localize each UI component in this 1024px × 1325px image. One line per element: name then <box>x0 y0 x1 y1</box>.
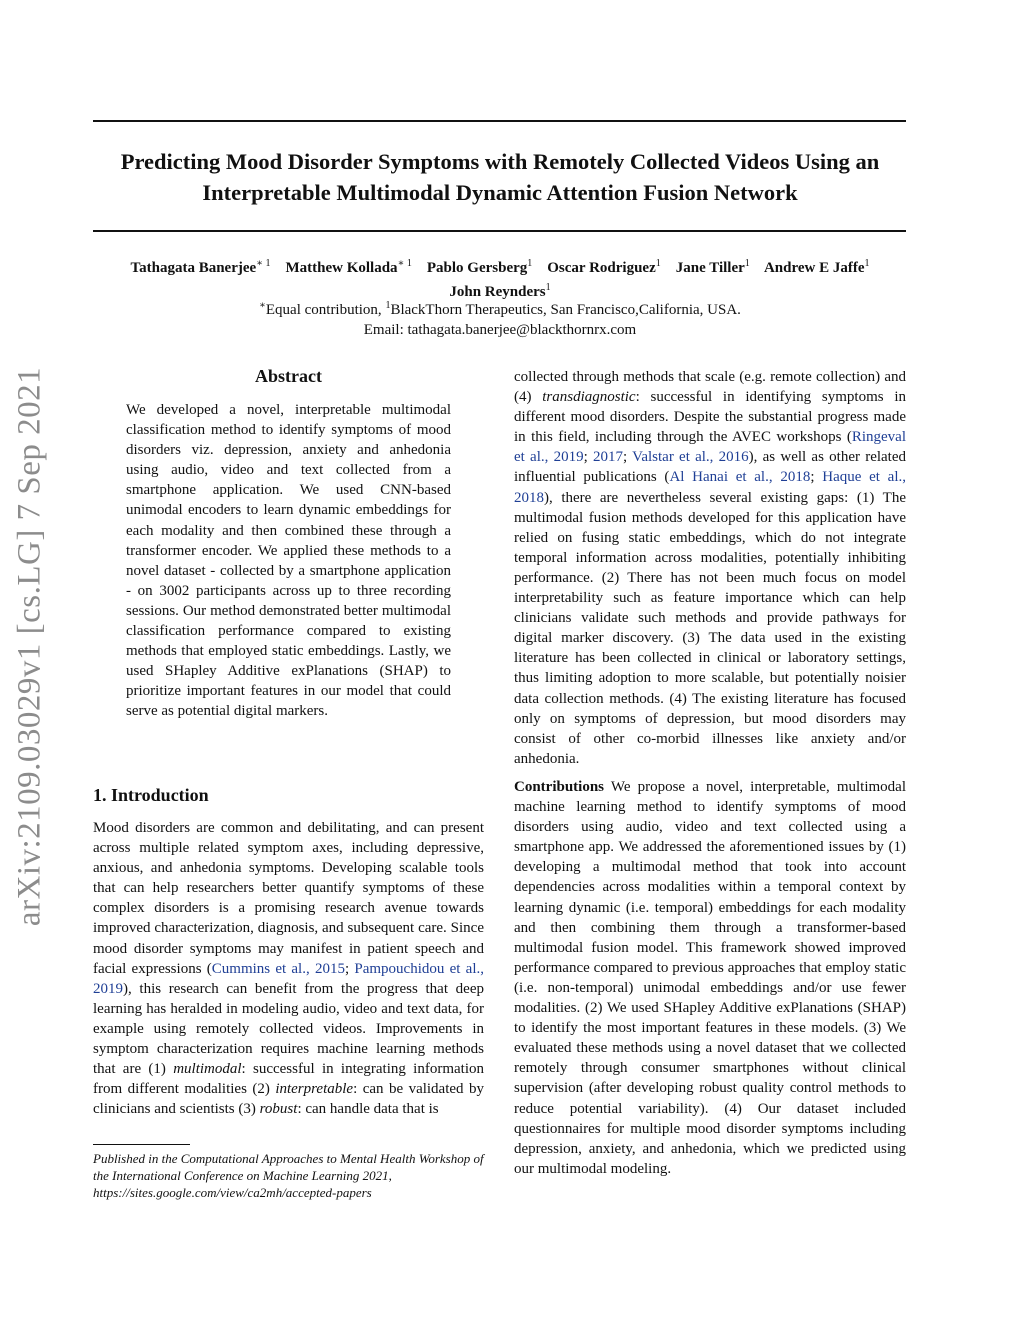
citation-link[interactable]: Al Hanai et al., 2018 <box>669 469 811 486</box>
title-line-1: Predicting Mood Disorder Symptoms with Remotely Collected Videos Using an <box>120 149 880 174</box>
paper-title <box>60 146 940 208</box>
abstract-heading: Abstract <box>255 366 322 386</box>
citation-link[interactable]: Cummins et al., 2015 <box>211 960 345 977</box>
author: Jane Tiller$^1$ <box>675 258 750 276</box>
title-line-2: Interpretable Multimodal Dynamic Attention Fusion Network <box>202 180 798 205</box>
title-top-rule <box>93 120 906 122</box>
contributions-paragraph: Contributions We propose a novel, interpretable, multimodal machine learning method to identify symptoms of mood disorders using audio, video and text collected using a smartphone app. We addressed the aforementioned issues by (1) developing a multimodal method that took into account dependencies across modalities within a temporal context by learning dynamic (i.e. temporal) embeddings for each modality and then combining them through a transformer-based multimodal fusion model. This framework showed improved performance compared to previous approaches that employ static (i.e. non-temporal) unimodal embeddings and/or use fewer modalities. (2) We used SHapley Additive exPlanations (SHAP) to identify the most important features in these models. (3) We evaluated these methods using a novel dataset that we collected remotely through consumer smartphones without clinical supervision (after developing robust quality control methods to reduce potential variability). (4) Our dataset included questionnaires for multiple mood disorder symptoms including depression, anxiety, and anhedonia, which we predicted using our multimodal modeling. <box>514 779 906 1177</box>
citation-link[interactable]: Ringeval et al., 2019 <box>514 429 906 466</box>
citation-link[interactable]: 2017 <box>593 449 624 466</box>
citation-link[interactable]: Haque et al., 2018 <box>514 469 906 506</box>
author: John Reynders$^1$ <box>449 282 551 300</box>
author: Pablo Gersberg$^1$ <box>426 258 533 276</box>
author-list <box>60 254 940 302</box>
author: Oscar Rodriguez$^1$ <box>547 258 661 276</box>
title-bottom-rule <box>93 230 906 232</box>
citation-link[interactable]: Pampouchidou et al., 2019 <box>93 960 484 997</box>
intro-paragraph: Mood disorders are common and debilitating, and can present across multiple related symptom axes, including depressive, anxious, and anhedonia symptoms. Developing scalable tools that can help researchers better quantify symptoms of these complex disorders is a promising research avenue towards improved characterization, diagnosis, and subsequent care. Since mood disorder symptoms may manifest in patient speech and facial expressions (Cummins et al., 2015; Pampouchidou et al., 2019), this research can benefit from the progress that deep learning has heralded in modeling audio, video and text data, for example using remotely collected videos. Improvements in symptom characterization requires machine learning methods that are (1) multimodal: successful in integrating information from different modalities (2) interpretable: can be validated by clinicians and scientists (3) robust: can handle data that is <box>93 820 484 1118</box>
footnote-rule <box>93 1144 190 1145</box>
author: Tathagata Banerjee$^{∗ 1}$ <box>130 258 271 276</box>
citation-link[interactable]: Valstar et al., 2016 <box>632 449 749 466</box>
contributions-heading: Contributions <box>514 779 605 795</box>
footnote: Published in the Computational Approaches to Mental Health Workshop of the International Conference on Machine Learning 2021, https://sites.google.com/view/ca2mh/accepted-papers <box>93 1151 484 1200</box>
author: Andrew E Jaffe$^1$ <box>763 258 870 276</box>
intro-continued-paragraph: collected through methods that scale (e.g. remote collection) and (4) transdiagnostic: successful in identifying symptoms in different mood disorders. Despite the substantial progress made in this field, including through the AVEC workshops (Ringeval et al., 2019; 2017; Valstar et al., 2016), as well as other related influential publications (Al Hanai et al., 2018; Haque et al., 2018), there are nevertheless several existing gaps: (1) The multimodal fusion methods developed for this application have relied on fusing static embeddings, which do not integrate temporal information across modalities, potentially inhibiting performance. (2) There has not been much focus on model interpretability such as feature importance which can help clinicians validate such methods and provide pathways for digital marker discovery. (3) The data used in the existing literature has been collected in clinical or laboratory settings, thus limiting adoption to more scalable, but potentially noisier data collection methods. (4) The existing literature has focused only on symptoms of depression, but mood disorders may consist of other co-morbid illnesses like anxiety and/or anhedonia. <box>514 369 907 767</box>
email: Email: tathagata.banerjee@blackthornrx.com <box>363 322 637 338</box>
arxiv-stamp: arXiv:2109.03029v1 [cs.LG] 7 Sep 2021 <box>11 366 48 927</box>
intro-heading: 1. Introduction <box>93 785 209 805</box>
author: Matthew Kollada$^{∗ 1}$ <box>285 258 412 276</box>
affiliation: ∗Equal contribution, $^1$BlackThorn Therapeutics, San Francisco,California, USA. Email: tathagata.banerjee@blackthornrx.com <box>60 296 940 340</box>
abstract-text: We developed a novel, interpretable multimodal classification method to identify symptoms of mood disorders viz. depression, anxiety and anhedonia using audio, video and text collected from a smartphone application. We used CNN-based unimodal encoders to learn dynamic embeddings for each modality and then combined these through a transformer encoder. We applied these methods to a novel dataset - collected by a smartphone application - on 3002 participants across up to three recording sessions. Our method demonstrated better multimodal classification performance compared to existing methods that employed static embeddings. Lastly, we used SHapley Additive exPlanations (SHAP) to prioritize important features in our model that could serve as potential digital markers. <box>126 402 451 720</box>
